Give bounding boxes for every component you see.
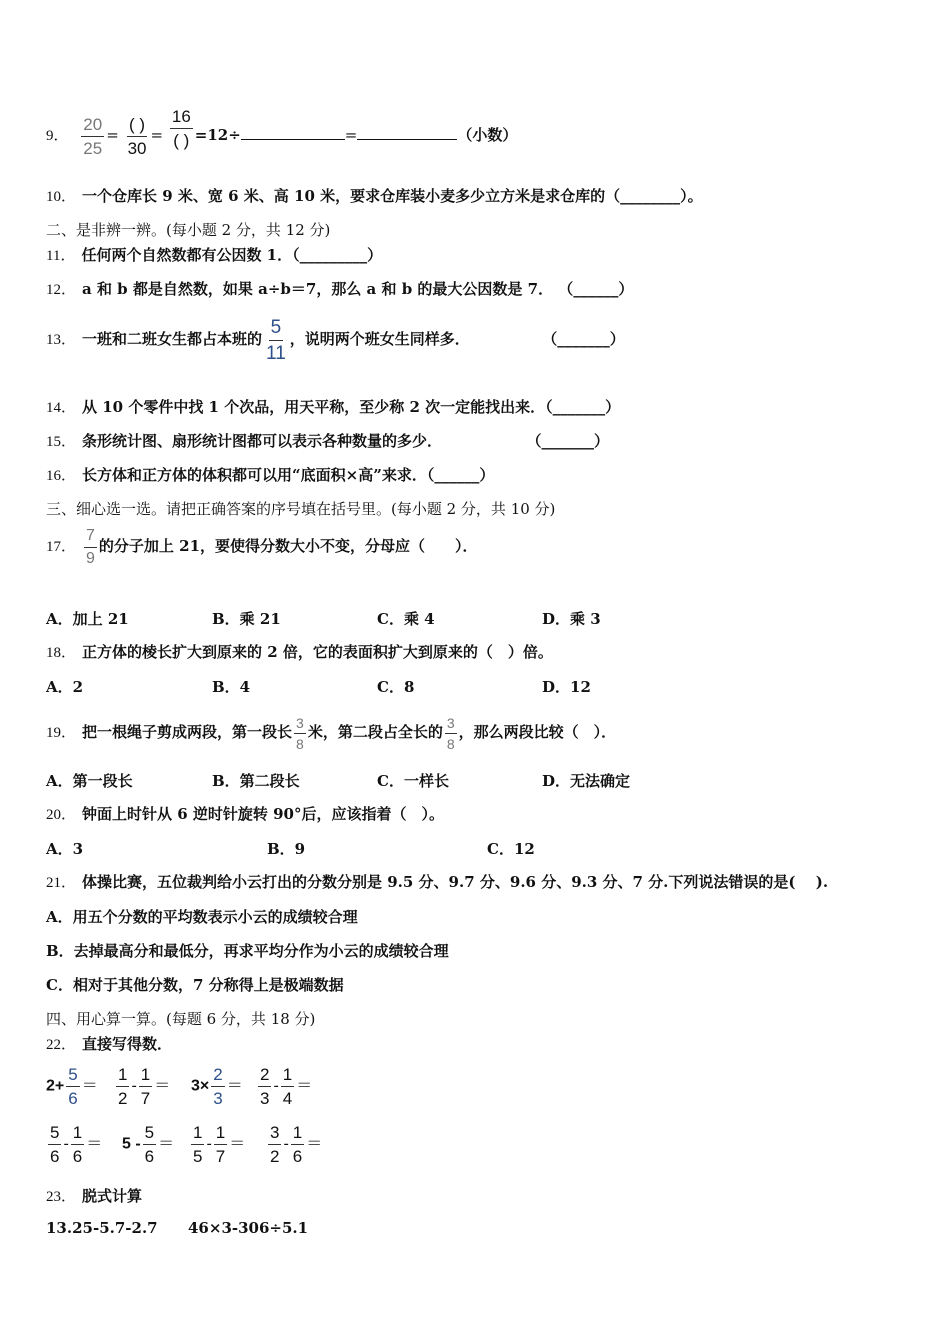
calc-row1-expr3: 3× $\frac{2}{3}$ ＝	[191, 1065, 243, 1108]
fraction-7-9: $\frac{7}{9}$	[86, 526, 95, 567]
question-17: 17． $\frac{7}{9}$ 的分子加上 21，要使得分数大小不变，分母应（ ）．	[46, 526, 478, 567]
option-d[interactable]: D．乘 3	[542, 610, 601, 628]
calc-row2-expr3: $\frac{1}{5}$ - $\frac{1}{7}$ ＝	[193, 1123, 246, 1166]
option-c[interactable]: C．一样长	[377, 772, 449, 790]
question-15: 15． 条形统计图、扇形统计图都可以表示各种数量的多少． （_______）	[46, 432, 610, 450]
fraction: $\frac{5}{6}$	[68, 1065, 78, 1108]
fraction: $\frac{2}{3}$	[260, 1065, 270, 1108]
fraction-3-8: $\frac{3}{8}$	[296, 714, 304, 752]
question-12: 12． a 和 b 都是自然数，如果 a÷b＝7，那么 a 和 b 的最大公因数是 7． （______）	[46, 280, 634, 298]
answer-blank[interactable]: _______	[557, 330, 610, 348]
calc-row1-expr1: 2+ $\frac{5}{6}$ ＝	[46, 1065, 98, 1108]
question-22: 22． 直接写得数．	[46, 1035, 173, 1053]
calc-row1-expr2: $\frac{1}{2}$ - $\frac{1}{7}$ ＝	[118, 1065, 171, 1108]
question-23: 23． 脱式计算	[46, 1187, 143, 1205]
option-a[interactable]: A．2	[46, 678, 84, 696]
option-d[interactable]: D．无法确定	[542, 772, 631, 790]
question-11: 11． 任何两个自然数都有公因数 1．（_________）	[46, 246, 383, 264]
fraction: $\frac{1}{7}$	[140, 1065, 151, 1108]
fraction: $\frac{1}{6}$	[292, 1123, 303, 1166]
option-a[interactable]: A．加上 21	[46, 610, 129, 628]
option-b[interactable]: B．4	[212, 678, 251, 696]
fraction-16-blank: $\frac{16}{( )}$	[171, 106, 191, 150]
fraction: $\frac{5}{6}$	[144, 1123, 155, 1166]
calc-expression-1: 13.25-5.7-2.7	[46, 1219, 158, 1237]
option-b[interactable]: B．第二段长	[212, 772, 300, 790]
answer-blank-decimal[interactable]	[357, 139, 457, 140]
answer-blank[interactable]: _______	[552, 398, 606, 416]
option-c[interactable]: C．乘 4	[377, 610, 435, 628]
answer-blank[interactable]: _______	[541, 432, 595, 450]
question-16: 16． 长方体和正方体的体积都可以用“底面积×高”来求．（______）	[46, 466, 495, 484]
fraction: $\frac{2}{3}$	[213, 1065, 223, 1108]
question-21: 21． 体操比赛，五位裁判给小云打出的分数分别是 9.5 分、9.7 分、9.6 分、9.3 分、7 分.下列说法错误的是( ).	[46, 873, 829, 891]
fraction: $\frac{5}{6}$	[50, 1123, 60, 1166]
question-9: 9． $\frac{20}{25}$ = $\frac{( )}{30}$ = $\frac{16}{( )}$ =12÷ = （小数）	[46, 106, 518, 158]
question-18: 18． 正方体的棱长扩大到原来的 2 倍，它的表面积扩大到原来的（ ）倍。	[46, 643, 553, 661]
question-19: 19． 把一根绳子剪成两段，第一段长 $\frac{3}{8}$ 米，第二段占全长的 $\frac{3}{8}$ ，那么两段比较（ ）．	[46, 714, 617, 752]
calc-row2-expr4: $\frac{3}{2}$ - $\frac{1}{6}$ ＝	[270, 1123, 323, 1166]
option-b[interactable]: B．乘 21	[212, 610, 281, 628]
option-a[interactable]: A．第一段长	[46, 772, 133, 790]
fraction: $\frac{1}{6}$	[72, 1123, 83, 1166]
option-b[interactable]: B．去掉最高分和最低分，再求平均分作为小云的成绩较合理	[46, 942, 449, 960]
option-d[interactable]: D．12	[542, 678, 591, 696]
fraction: $\frac{3}{2}$	[270, 1123, 280, 1166]
question-14: 14． 从 10 个零件中找 1 个次品，用天平称，至少称 2 次一定能找出来．（_______）	[46, 398, 621, 416]
question-20: 20． 钟面上时针从 6 逆时针旋转 90°后，应该指着（ ）。	[46, 805, 444, 823]
option-c[interactable]: C．8	[377, 678, 415, 696]
answer-blank[interactable]: ________	[620, 187, 681, 205]
option-c[interactable]: C．相对于其他分数，7 分称得上是极端数据	[46, 976, 344, 994]
answer-blank[interactable]: ______	[434, 466, 480, 484]
section-2-title: 二、是非辨一辨。(每小题 2 分，共 12 分)	[46, 221, 331, 239]
fraction: $\frac{1}{7}$	[215, 1123, 226, 1166]
fraction-blank-30: $\frac{( )}{30}$	[127, 114, 147, 158]
answer-blank[interactable]	[241, 139, 345, 140]
fraction-20-25: $\frac{20}{25}$	[83, 114, 103, 158]
option-a[interactable]: A．用五个分数的平均数表示小云的成绩较合理	[46, 908, 358, 926]
fraction: $\frac{1}{5}$	[193, 1123, 203, 1166]
section-3-title: 三、细心选一选。请把正确答案的序号填在括号里。(每小题 2 分，共 10 分)	[46, 500, 556, 518]
question-number: 9．	[46, 128, 69, 144]
question-10: 10． 一个仓库长 9 米、宽 6 米、高 10 米，要求仓库装小麦多少立方米是求仓库的（________）。	[46, 187, 703, 205]
calc-expression-2: 46×3-306÷5.1	[188, 1219, 309, 1237]
option-b[interactable]: B．9	[267, 840, 306, 858]
calc-row2-expr1: $\frac{5}{6}$ - $\frac{1}{6}$ ＝	[50, 1123, 103, 1166]
calc-row1-expr4: $\frac{2}{3}$ - $\frac{1}{4}$ ＝	[260, 1065, 313, 1108]
answer-blank[interactable]: ______	[573, 280, 619, 298]
option-a[interactable]: A．3	[46, 840, 84, 858]
section-4-title: 四、用心算一算。(每题 6 分，共 18 分)	[46, 1010, 316, 1028]
fraction-3-8: $\frac{3}{8}$	[446, 714, 455, 752]
option-c[interactable]: C．12	[487, 840, 535, 858]
question-13: 13． 一班和二班女生都占本班的 $\frac{5}{11}$ ，说明两个班女生同样多． （_______）	[46, 316, 625, 364]
fraction: $\frac{1}{4}$	[282, 1065, 293, 1108]
fraction-5-11: $\frac{5}{11}$	[266, 316, 286, 364]
answer-blank[interactable]: _________	[299, 246, 368, 264]
calc-row2-expr2: 5 - $\frac{5}{6}$ ＝	[122, 1123, 175, 1166]
fraction: $\frac{1}{2}$	[118, 1065, 128, 1108]
